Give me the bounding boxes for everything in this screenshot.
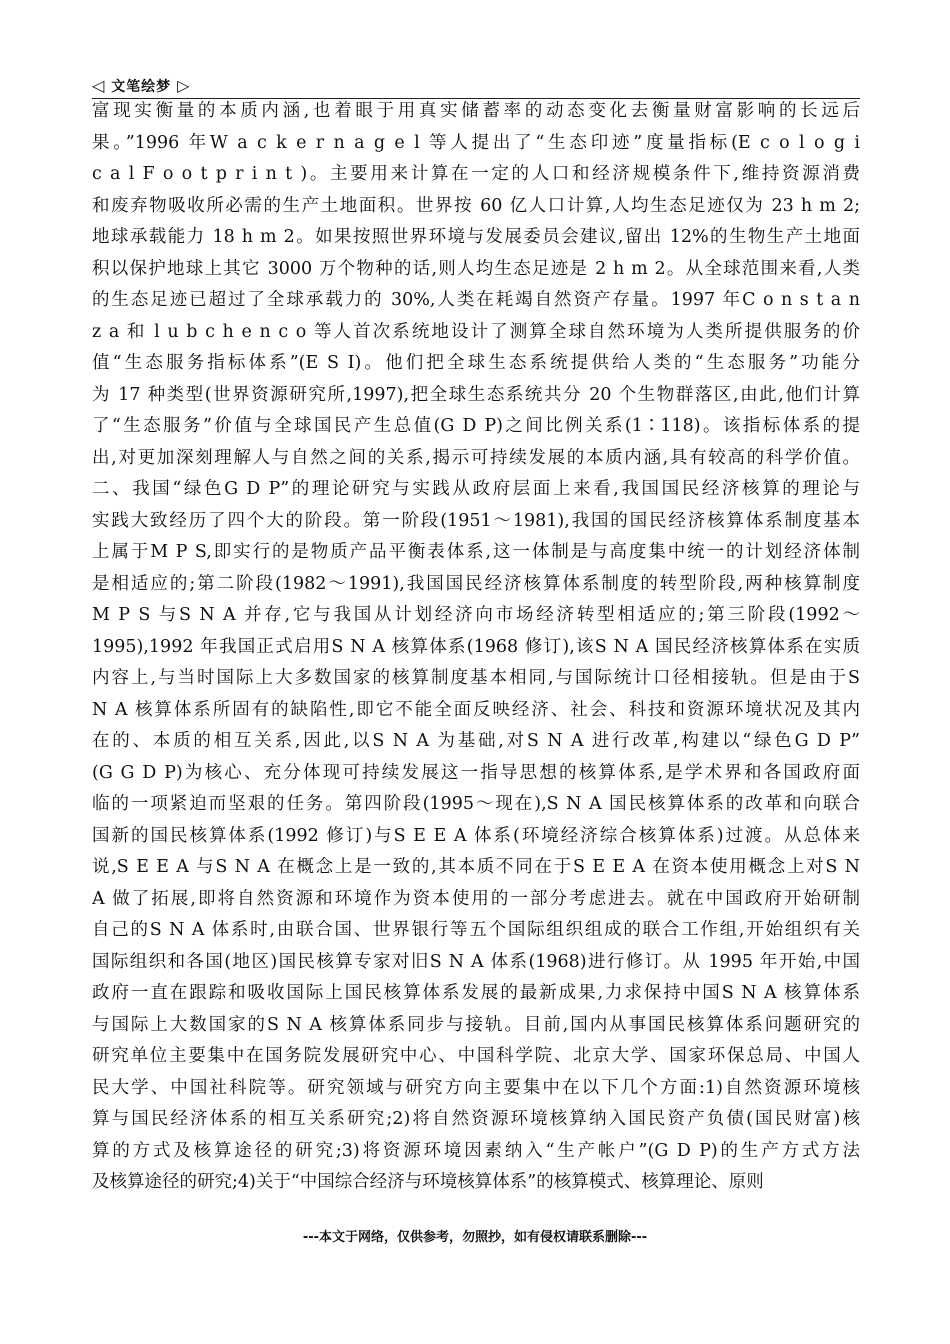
text-line: 上属于M P S,即实行的是物质产品平衡表体系,这一体制是与高度集中统一的计划经济体制 xyxy=(92,542,860,562)
text-line: 算的方式及核算途径的研究;3)将资源环境因素纳入“生产帐户”(G D P)的生产方式方法 xyxy=(92,1140,860,1161)
text-line: 富现实衡量的本质内涵,也着眼于用真实储蓄率的动态变化去衡量财富影响的长远后 xyxy=(92,101,860,121)
text-line: 在的、本质的相互关系,因此,以S N A 为基础,对S N A 进行改革,构建以“绿色G D P” xyxy=(92,731,860,751)
text-line: 说,S E E A 与S N A 在概念上是一致的,其本质不同在于S E E A 在资本使用概念上对S N xyxy=(92,857,860,877)
text-line: 研究单位主要集中在国务院发展研究中心、中国科学院、北京大学、国家环保总局、中国人 xyxy=(92,1046,860,1066)
text-line: 临的一项紧迫而坚艰的任务。第四阶段(1995～现在),S N A 国民核算体系的改革和向联合 xyxy=(92,794,860,814)
text-line: 出,对更加深刻理解人与自然之间的关系,揭示可持续发展的本质内涵,具有较高的科学价值。 xyxy=(92,447,860,468)
text-line: 自己的S N A 体系时,由联合国、世界银行等五个国际组织组成的联合工作组,开始组织有关 xyxy=(92,920,860,940)
text-line: 果。”1996 年W a c k e r n a g e l 等人提出了“生态印迹”度量指标(E c o l o g i xyxy=(92,132,860,153)
page-footer: ---本文于网络，仅供参考，勿照抄，如有侵权请联系删除--- xyxy=(302,1230,648,1245)
text-line: 值“生态服务指标体系”(E S I)。他们把全球生态系统提供给人类的“生态服务”功能分 xyxy=(92,353,860,373)
page-header xyxy=(92,74,860,98)
brand-mark xyxy=(92,76,190,96)
text-line: 及核算途径的研究;4)关于“中国综合经济与环境核算体系”的核算模式、核算理论、原则 xyxy=(92,1172,764,1192)
text-line: 内容上,与当时国际上大多数国家的核算制度基本相同,与国际统计口径相接轨。但是由于S xyxy=(92,668,860,688)
text-line: 积以保护地球上其它 3000 万个物种的话,则人均生态足迹是 2 h m 2。从全球范围来看,人类 xyxy=(92,258,860,279)
text-line: 算与国民经济体系的相互关系研究;2)将自然资源环境核算纳入国民资产负债(国民财富)核 xyxy=(92,1109,860,1129)
document-body xyxy=(92,96,860,1199)
brand-name: 文笔绘梦 xyxy=(111,79,172,95)
left-triangle-icon: ◁ xyxy=(92,76,106,95)
text-line: 的生态足迹已超过了全球承载力的 30%,人类在耗竭自然资产存量。1997 年C o n s t a n xyxy=(92,290,860,310)
text-line: 和废弃物吸收所必需的生产土地面积。世界按 60 亿人口计算,人均生态足迹仅为 23 h m 2; xyxy=(92,195,860,216)
text-line: A 做了拓展,即将自然资源和环境作为资本使用的一部分考虑进去。就在中国政府开始研制 xyxy=(92,888,860,909)
text-line: 地球承载能力 18 h m 2。如果按照世界环境与发展委员会建议,留出 12%的生物生产土地面 xyxy=(92,227,860,247)
text-line: z a 和 l u b c h e n c o 等人首次系统地设计了测算全球自然环境为人类所提供服务的价 xyxy=(92,321,860,342)
text-line: 民大学、中国社科院等。研究领域与研究方向主要集中在以下几个方面:1)自然资源环境核 xyxy=(92,1077,860,1098)
text-line: 国新的国民核算体系(1992 修订)与S E E A 体系(环境经济综合核算体系)过渡。从总体来 xyxy=(92,825,860,846)
text-line: 为 17 种类型(世界资源研究所,1997),把全球生态系统共分 20 个生物群落区,由此,他们计算 xyxy=(92,384,860,405)
text-line: (G G D P)为核心、充分体现可持续发展这一指导思想的核算体系,是学术界和各国政府面 xyxy=(92,762,860,783)
right-triangle-icon: ▷ xyxy=(177,76,191,95)
text-line: 与国际上大数国家的S N A 核算体系同步与接轨。目前,国内从事国民核算体系问题研究的 xyxy=(92,1014,860,1035)
text-line: 1995),1992 年我国正式启用S N A 核算体系(1968 修订),该S N A 国民经济核算体系在实质 xyxy=(92,636,860,657)
text-line: 实践大致经历了四个大的阶段。第一阶段(1951～1981),我国的国民经济核算体系制度基本 xyxy=(92,510,860,531)
text-line: M P S 与S N A 并存,它与我国从计划经济向市场经济转型相适应的;第三阶段(1992～ xyxy=(92,605,860,625)
text-line: 政府一直在跟踪和吸收国际上国民核算体系发展的最新成果,力求保持中国S N A 核算体系 xyxy=(92,983,860,1003)
text-line: c a l F o o t p r i n t )。主要用来计算在一定的人口和经济规模条件下,维持资源消费 xyxy=(92,164,860,184)
text-line: N A 核算体系所固有的缺陷性,即它不能全面反映经济、社会、科技和资源环境状况及其内 xyxy=(92,699,860,720)
text-line: 是相适应的;第二阶段(1982～1991),我国国民经济核算体系制度的转型阶段,两种核算制度 xyxy=(92,573,860,594)
text-line: 了“生态服务”价值与全球国民产生总值(G D P)之间比例关系(1∶118)。该指标体系的提 xyxy=(92,416,860,436)
text-line: 国际组织和各国(地区)国民核算专家对旧S N A 体系(1968)进行修订。从 1995 年开始,中国 xyxy=(92,951,860,972)
text-line: 二、我国“绿色G D P”的理论研究与实践从政府层面上来看,我国国民经济核算的理论与 xyxy=(92,479,860,499)
